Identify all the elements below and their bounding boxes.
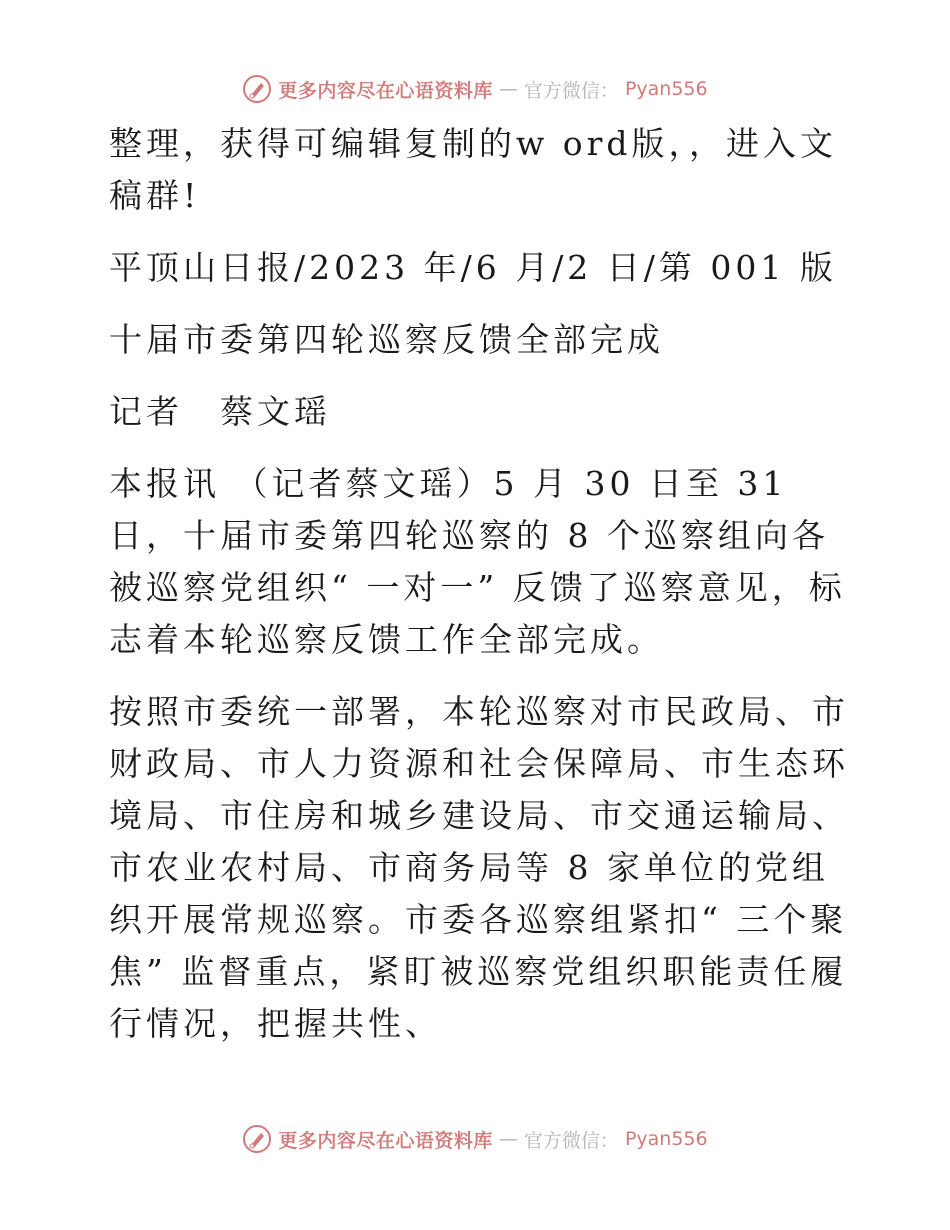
document-body: [97, 118, 857, 1070]
pen-logo-icon: [242, 74, 272, 104]
paragraph-1: 本报讯 （记者蔡文瑶）5 月 30 日至 31 日，十届市委第四轮巡察的 8 个巡察组向各被巡察党组织“ 一对一” 反馈了巡察意见，标志着本轮巡察反馈工作全部完成。: [109, 464, 846, 659]
watermark-text: 更多内容尽在心语资料库: [278, 79, 493, 102]
watermark-label: 官方微信：: [523, 1129, 619, 1152]
watermark-separator: —: [498, 78, 518, 100]
watermark-header: [0, 74, 950, 104]
byline: 记者 蔡文瑶: [109, 392, 331, 431]
watermark-wechat-id: Pyan556: [624, 78, 708, 100]
watermark-footer: [0, 1124, 950, 1154]
intro-text: 整理，获得可编辑复制的w ord版，，进入文稿群!: [109, 124, 838, 215]
watermark-label: 官方微信：: [523, 79, 619, 102]
headline: 十届市委第四轮巡察反馈全部完成: [109, 320, 664, 359]
watermark-separator: —: [498, 1128, 518, 1150]
watermark-text: 更多内容尽在心语资料库: [278, 1129, 493, 1152]
source-line: 平顶山日报/2023 年/6 月/2 日/第 001 版: [109, 248, 837, 287]
pen-logo-icon: [242, 1124, 272, 1154]
watermark-wechat-id: Pyan556: [624, 1128, 708, 1150]
paragraph-2: 按照市委统一部署，本轮巡察对市民政局、市财政局、市人力资源和社会保障局、市生态环境局、市住房和城乡建设局、市交通运输局、市农业农村局、市商务局等 8 家单位的党组织开展常规巡察。市委各巡察组紧扣“ 三个聚焦” 监督重点，紧盯被巡察党组织职能责任履行情况，把握共性、: [109, 692, 849, 1043]
